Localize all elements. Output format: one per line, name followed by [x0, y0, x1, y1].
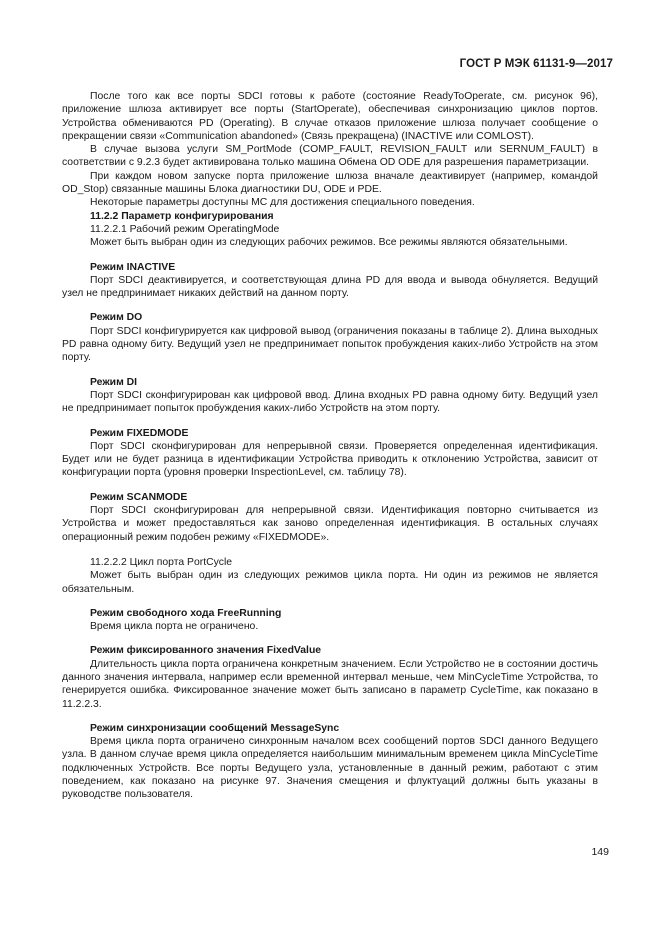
mode-heading-di: Режим DI	[90, 376, 138, 388]
paragraph: При каждом новом запуске порта приложение шлюза вначале деактивирует (например, командой OD_Stop) связанные машины Блока диагностики DU, ODE и PDE.	[62, 170, 598, 196]
paragraph: Порт SDCI сконфигурирован для непрерывной связи. Проверяется определенная идентификация. Будет или не будет разница в идентификации Устройства приводить к отклонению Устройства, зависит от конфигурации порта (уровня проверки InspectionLevel, см. таблицу 78).	[62, 440, 598, 479]
paragraph: Некоторые параметры доступны МС для достижения специального поведения.	[90, 197, 475, 209]
paragraph: Время цикла порта не ограничено.	[90, 621, 259, 633]
paragraph: Может быть выбран один из следующих режимов цикла порта. Ни один из режимов не является обязательным.	[62, 570, 598, 595]
paragraph: Порт SDCI сконфигурирован для непрерывной связи. Идентификация повторно считывается из Устройства и может предоставляться как заново определенная идентификация. В остальных случаях операционный режим подобен режиму «FIXEDMODE».	[62, 505, 598, 543]
mode-heading-scanmode: Режим SCANMODE	[90, 491, 188, 503]
paragraph: Порт SDCI сконфигурирован как цифровой ввод. Длина входных PD равна одному биту. Ведущий узел не предпринимает попыток пробуждения каких-либо Устройств на этом порту.	[62, 389, 598, 415]
document-header: ГОСТ Р МЭК 61131-9—2017	[459, 58, 613, 70]
page-number: 149	[591, 846, 609, 858]
mode-heading-inactive: Режим INACTIVE	[90, 261, 176, 273]
mode-heading-fixedvalue: Режим фиксированного значения FixedValue	[90, 645, 322, 657]
mode-heading-freerunning: Режим свободного хода FreeRunning	[90, 607, 282, 619]
paragraph: В случае вызова услуги SM_PortMode (COMP_FAULT, REVISION_FAULT или SERNUM_FAULT) в соответствии с 9.2.3 будет активирована только машина Обмена OD ODE для разрешения параметризации.	[62, 144, 598, 169]
mode-heading-fixedmode: Режим FIXEDMODE	[90, 427, 189, 439]
subsection-heading: 11.2.2.1 Рабочий режим OperatingMode	[90, 223, 280, 235]
mode-heading-do: Режим DO	[90, 312, 143, 324]
paragraph: После того как все порты SDCI готовы к работе (состояние ReadyToOperate, см. рисунок 96), приложение шлюза активирует все порты (StartOperate), обеспечивая синхронизацию циклов портов. Устройства обмениваются PD (Operating). В случае отказов приложение шлюза получает сообщение о прекращении связи «Communication abandoned» (Связь прекращена) (INACTIVE или COMLOST).	[62, 91, 598, 142]
section-heading: 11.2.2 Параметр конфигурирования	[90, 210, 274, 222]
paragraph: Может быть выбран один из следующих рабочих режимов. Все режимы являются обязательными.	[90, 237, 568, 249]
mode-heading-messagesync: Режим синхронизации сообщений MessageSync	[90, 722, 340, 734]
paragraph: Время цикла порта ограничено синхронным началом всех сообщений портов SDCI данного Ведущего узла. В данном случае время цикла определяется наибольшим минимальным временем цикла MinCycleTime подключенных Устройств. Все порты Ведущего узла, установленные в данный режим, работают с этим поведением, как показано на рисунке 97. Значения смещения и флуктуаций должны быть указаны в руководстве пользователя.	[62, 736, 598, 801]
paragraph: Порт SDCI деактивируется, и соответствующая длина PD для ввода и вывода обнуляется. Ведущий узел не предпринимает никаких действий на данном порту.	[62, 274, 598, 300]
paragraph: Порт SDCI конфигурируется как цифровой вывод (ограничения показаны в таблице 2). Длина выходных PD равна одному биту. Ведущий узел не предпринимает попыток пробуждения каких-либо Устройств на этом порту.	[62, 325, 598, 364]
page-body	[62, 90, 598, 802]
subsection-heading: 11.2.2.2 Цикл порта PortCycle	[90, 556, 233, 568]
paragraph: Длительность цикла порта ограничена конкретным значением. Если Устройство не в состоянии достичь данного значения интервала, например если временной интервал меньше, чем MinCycleTime Устройства, то генерируется ошибка. Фиксированное значение может быть записано в параметр CycleTime, как показано в 11.2.2.3.	[62, 658, 598, 710]
